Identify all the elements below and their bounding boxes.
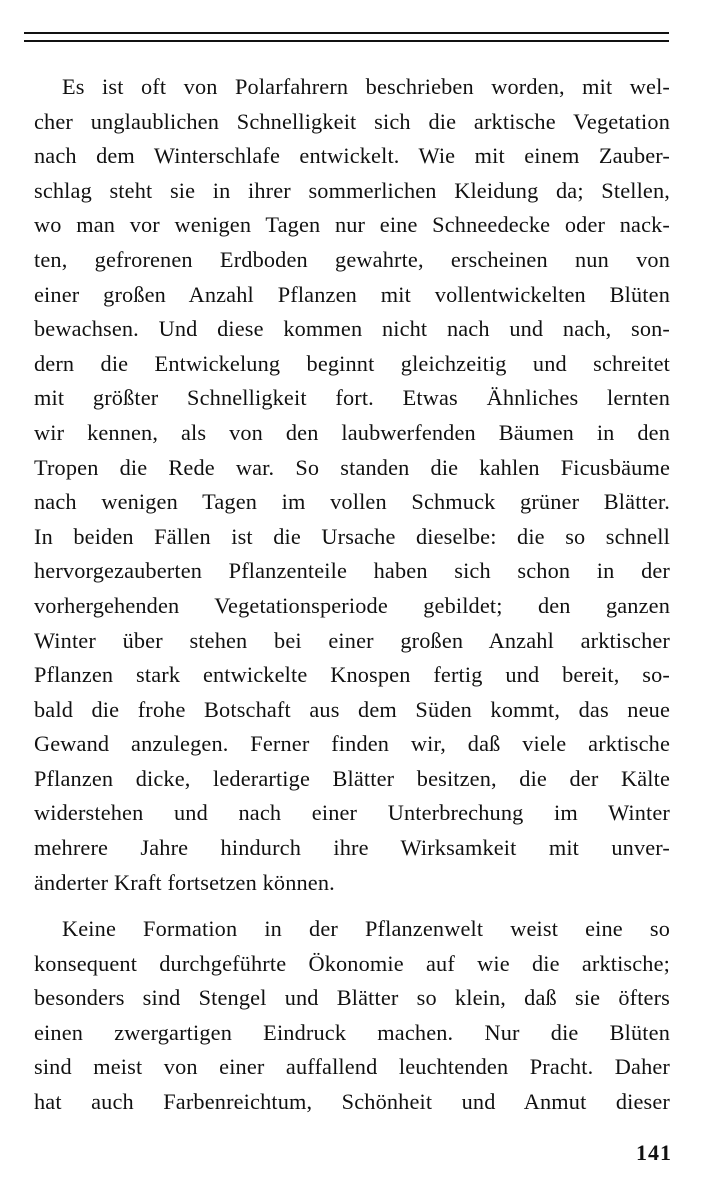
paragraph-2 — [34, 912, 670, 1120]
text-line: ten, gefrorenen Erdboden gewahrte, erscheinen nun von — [34, 246, 670, 272]
text-line: In beiden Fällen ist die Ursache dieselbe: die so schnell — [34, 523, 670, 549]
text-line: bewachsen. Und diese kommen nicht nach und nach, son- — [34, 316, 670, 342]
text-line: wir kennen, als von den laubwerfenden Bäumen in den — [34, 419, 670, 445]
text-line: einen zwergartigen Eindruck machen. Nur die Blüten — [34, 1019, 670, 1045]
text-line: Es ist oft von Polarfahrern beschrieben worden, mit wel- — [62, 74, 670, 99]
text-line: dern die Entwickelung beginnt gleichzeitig und schreitet — [34, 350, 670, 376]
text-line: hervorgezauberten Pflanzenteile haben sich schon in der — [34, 558, 670, 584]
text-line: Keine Formation in der Pflanzenwelt weist eine so — [62, 916, 670, 941]
text-line: hat auch Farbenreichtum, Schönheit und Anmut dieser — [34, 1088, 670, 1114]
text-line: vorhergehenden Vegetationsperiode gebildet; den ganzen — [34, 592, 670, 618]
text-line: nach wenigen Tagen im vollen Schmuck grüner Blätter. — [34, 489, 670, 515]
text-line: sind meist von einer auffallend leuchtenden Pracht. Daher — [34, 1054, 670, 1080]
text-line: Pflanzen dicke, lederartige Blätter besitzen, die der Kälte — [34, 765, 670, 791]
text-line: widerstehen und nach einer Unterbrechung im Winter — [34, 800, 670, 826]
text-line: konsequent durchgeführte Ökonomie auf wie die arktische; — [34, 950, 670, 976]
text-line: Tropen die Rede war. So standen die kahlen Ficusbäume — [34, 454, 670, 480]
text-line: wo man vor wenigen Tagen nur eine Schneedecke oder nack- — [34, 212, 670, 238]
text-line: Gewand anzulegen. Ferner finden wir, daß viele arktische — [34, 731, 670, 757]
text-line: mit größter Schnelligkeit fort. Etwas Ähnliches lernten — [34, 385, 670, 411]
text-line: änderter Kraft fortsetzen können. — [34, 869, 335, 895]
text-line: besonders sind Stengel und Blätter so klein, daß sie öfters — [34, 985, 670, 1011]
page-number: 141 — [636, 1140, 672, 1165]
text-line: mehrere Jahre hindurch ihre Wirksamkeit mit unver- — [34, 835, 670, 861]
text-line: schlag steht sie in ihrer sommerlichen Kleidung da; Stellen, — [34, 177, 670, 203]
text-line: Pflanzen stark entwickelte Knospen fertig und bereit, so- — [34, 662, 670, 688]
header-rule-bottom — [24, 40, 669, 42]
paragraph-1 — [34, 70, 670, 900]
text-line: einer großen Anzahl Pflanzen mit vollentwickelten Blüten — [34, 281, 670, 307]
text-line: bald die frohe Botschaft aus dem Süden kommt, das neue — [34, 696, 670, 722]
text-line: cher unglaublichen Schnelligkeit sich die arktische Vegetation — [34, 108, 670, 134]
text-line: nach dem Winterschlafe entwickelt. Wie mit einem Zauber- — [34, 143, 670, 169]
text-line: Winter über stehen bei einer großen Anzahl arktischer — [34, 627, 670, 653]
header-rule-top — [24, 32, 669, 34]
